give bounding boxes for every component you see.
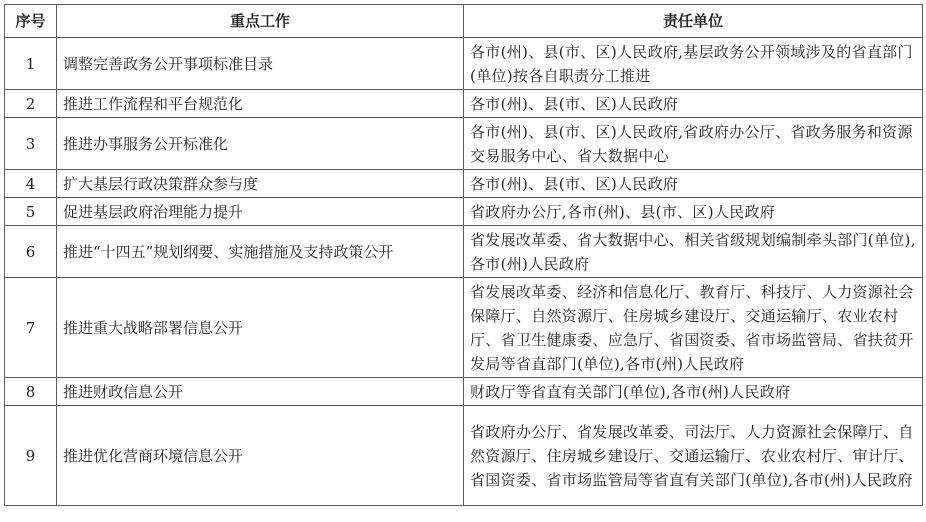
row-index: 5 <box>5 198 57 226</box>
row-responsible: 省发展改革委、省大数据中心、相关省级规划编制牵头部门(单位),各市(州)人民政府 <box>464 226 923 278</box>
row-index: 1 <box>5 38 57 90</box>
row-responsible: 各市(州)、县(市、区)人民政府,基层政务公开领域涉及的省直部门(单位)按各自职责分工推进 <box>464 38 923 90</box>
header-index: 序号 <box>5 5 57 38</box>
row-responsible: 省政府办公厅,各市(州)、县(市、区)人民政府 <box>464 198 923 226</box>
row-task: 推进“十四五”规划纲要、实施措施及支持政策公开 <box>57 226 464 278</box>
table-row <box>5 118 923 170</box>
table-row <box>5 406 923 506</box>
table-row <box>5 278 923 378</box>
row-index: 8 <box>5 378 57 406</box>
row-index: 9 <box>5 406 57 506</box>
header-responsible: 责任单位 <box>464 5 923 38</box>
row-responsible: 省政府办公厅、省发展改革委、司法厅、人力资源社会保障厅、自然资源厅、住房城乡建设厅、交通运输厅、农业农村厅、审计厅、省国资委、省市场监管局等省直有关部门(单位),各市(州)人民政府 <box>464 406 923 506</box>
row-task: 推进重大战略部署信息公开 <box>57 278 464 378</box>
row-index: 7 <box>5 278 57 378</box>
table-header-row <box>5 5 923 38</box>
header-task: 重点工作 <box>57 5 464 38</box>
table-row <box>5 226 923 278</box>
row-responsible: 省发展改革委、经济和信息化厅、教育厅、科技厅、人力资源社会保障厅、自然资源厅、住房城乡建设厅、交通运输厅、农业农村厅、省卫生健康委、应急厅、省国资委、省市场监管局、省扶贫开发局等省直部门(单位),各市(州)人民政府 <box>464 278 923 378</box>
row-responsible: 财政厅等省直有关部门(单位),各市(州)人民政府 <box>464 378 923 406</box>
row-index: 2 <box>5 90 57 118</box>
row-index: 6 <box>5 226 57 278</box>
row-task: 推进办事服务公开标准化 <box>57 118 464 170</box>
table-row <box>5 38 923 90</box>
table-row <box>5 90 923 118</box>
row-task: 扩大基层行政决策群众参与度 <box>57 170 464 198</box>
row-responsible: 各市(州)、县(市、区)人民政府,省政府办公厅、省政务服务和资源交易服务中心、省大数据中心 <box>464 118 923 170</box>
row-task: 推进财政信息公开 <box>57 378 464 406</box>
row-task: 促进基层政府治理能力提升 <box>57 198 464 226</box>
row-task: 推进工作流程和平台规范化 <box>57 90 464 118</box>
table-row <box>5 170 923 198</box>
table-row <box>5 198 923 226</box>
row-task: 调整完善政务公开事项标准目录 <box>57 38 464 90</box>
row-responsible: 各市(州)、县(市、区)人民政府 <box>464 90 923 118</box>
work-table-container <box>4 4 923 506</box>
row-task: 推进优化营商环境信息公开 <box>57 406 464 506</box>
table-row <box>5 378 923 406</box>
row-index: 3 <box>5 118 57 170</box>
row-index: 4 <box>5 170 57 198</box>
row-responsible: 各市(州)、县(市、区)人民政府 <box>464 170 923 198</box>
key-work-table <box>4 4 923 506</box>
